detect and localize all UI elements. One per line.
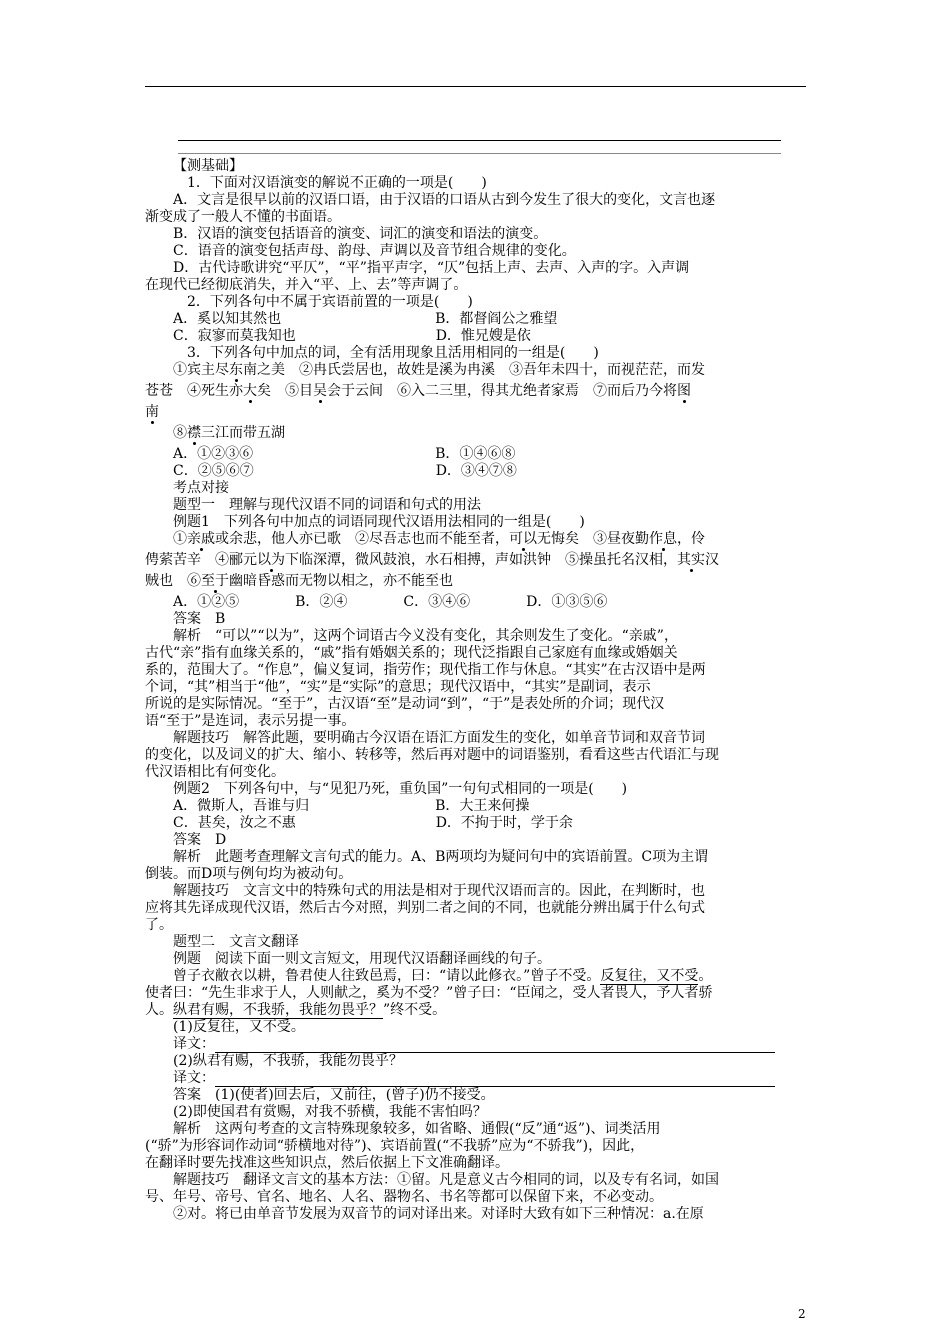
text-line: [173, 243, 576, 260]
text-segment: 代汉语相比有何变化。: [145, 764, 285, 780]
text-line: [173, 1087, 495, 1104]
text-segment: 汉: [705, 552, 719, 568]
text-line: [145, 679, 651, 696]
emphasized-word: 以为: [257, 552, 285, 568]
text-segment: ”终不受。: [383, 1002, 447, 1018]
text-line: [173, 883, 705, 900]
text-segment: 3．下列各句中加点的词，全有活用现象且活用相同的一组是( ): [187, 345, 599, 361]
text-line: [173, 815, 573, 832]
text-line: [145, 552, 719, 569]
text-line: [173, 497, 481, 514]
text-line: [145, 404, 159, 421]
text-line: [173, 1070, 775, 1087]
text-line: [173, 463, 517, 480]
text-line: [173, 311, 557, 328]
emphasized-word: 作息: [649, 531, 677, 547]
text-line: [173, 226, 547, 243]
text-segment: 答案 B: [173, 611, 226, 627]
text-line: [187, 175, 487, 192]
text-segment: 例题1 下列各句中加点的词语同现代汉语用法相同的一组是( ): [173, 514, 585, 530]
underlined-sentence: 反复往，又不受: [600, 968, 699, 984]
text-line: [145, 696, 664, 713]
text-segment: B．汉语的演变包括语音的演变、词汇的演变和语法的演变。: [173, 226, 548, 242]
text-line: [173, 192, 715, 209]
text-line: [145, 645, 678, 662]
text-segment: 南之美 ②冉氏尝居也，故姓是溪为冉溪 ③吾年未四十，而视茫茫，而发: [243, 362, 705, 378]
text-line: [173, 1172, 719, 1189]
text-line: [173, 1053, 403, 1070]
text-segment: 了。: [145, 917, 173, 933]
text-segment: C．②⑤⑥⑦ D．③④⑦⑧: [173, 463, 517, 479]
text-segment: 幽暗昏惑而无物以相之，亦不能至也: [229, 573, 453, 589]
text-segment: 语“至于”是连词，表示另提一事。: [145, 713, 356, 729]
text-line: [173, 628, 678, 645]
text-segment: 题型一 理解与现代汉语不同的词语和句式的用法: [173, 497, 481, 513]
text-segment: (2)纵君有赐，不我骄，我能勿畏乎？: [173, 1053, 403, 1069]
text-segment: 三江而带五湖: [201, 425, 285, 441]
text-segment: ①宾主尽: [173, 362, 229, 378]
text-line: [145, 383, 691, 400]
text-segment: 解题技巧 文言文中的特殊句式的用法是相对于现代汉语而言的。因此，在判断时，也: [173, 883, 705, 899]
text-line: [145, 1155, 509, 1172]
text-segment: C．寂寥而莫我知也 D．惟兄嫂是依: [173, 328, 531, 344]
text-line: [145, 662, 706, 679]
text-line: [173, 362, 705, 379]
text-line: [145, 209, 341, 226]
text-line: [145, 764, 285, 781]
text-line: [173, 1036, 775, 1053]
text-segment: 应将其先译成现代汉语，然后古今对照，判别二者之间的不同，也就能分辨出属于什么句式: [145, 900, 705, 916]
text-segment: 个词，“其”相当于“他”，“实”是“实际”的意思；现代汉语中，“其实”是副词，表示: [145, 679, 651, 695]
text-line: [145, 747, 719, 764]
text-segment: ，伶: [677, 531, 705, 547]
text-segment: 会于云间 ⑥入二三里，得其尤绝者家焉 ⑦而后乃今将: [327, 383, 677, 399]
text-line: [173, 968, 712, 985]
text-segment: C．甚矣，汝之不惠 D．不拘于时，学于余: [173, 815, 573, 831]
text-segment: 使者曰：“先生非求于人，人则献之，奚为不受？”曾子曰：“臣闻之，受人者畏人，予人者骄: [145, 985, 713, 1001]
text-line: [187, 294, 473, 311]
text-line: [173, 1206, 704, 1223]
text-segment: ⑧: [173, 425, 187, 441]
answer-blank-line: [215, 1072, 775, 1087]
text-segment: 解题技巧 翻译文言文的基本方法：①留。凡是意义古今相同的词，以及专有名词，如国: [173, 1172, 719, 1188]
text-line: [173, 425, 285, 442]
text-segment: 倒装。而D项与例句均为被动句。: [145, 866, 353, 882]
text-segment: 。: [698, 968, 713, 984]
text-segment: 答案 (1)(使者)回去后，又前往，(曾子)仍不接受。: [173, 1087, 495, 1103]
emphasized-word: 东: [229, 362, 243, 378]
text-line: [173, 781, 627, 798]
text-line: [145, 1138, 644, 1155]
emphasized-word: 襟: [187, 425, 201, 441]
text-line: [145, 985, 712, 1002]
text-line: [173, 328, 531, 345]
text-segment: 古代“亲”指有血缘关系的，“戚”指有婚姻关系的；现代泛指跟自己家庭有血缘或婚姻关: [145, 645, 678, 661]
text-segment: 人。: [145, 1002, 173, 1018]
text-line: [173, 832, 226, 849]
text-segment: (2)即使国君有赏赐，对我不骄横，我能不害怕吗？: [173, 1104, 487, 1120]
text-line: [145, 917, 173, 934]
text-segment: A．文言是很早以前的汉语口语，由于汉语的口语从古到今发生了很大的变化，文言也逐: [173, 192, 716, 208]
text-line: [173, 730, 705, 747]
text-line: [173, 531, 705, 548]
text-line: [173, 611, 225, 628]
text-segment: 号、年号、帝号、官名、地名、人名、器物名、书名等都可以保留下来，不必变动。: [145, 1189, 663, 1205]
text-segment: A．奚以知其然也 B．都督阎公之雅望: [173, 311, 558, 327]
text-line: [145, 900, 705, 917]
page-number: 2: [798, 1307, 806, 1321]
text-segment: 在现代已经彻底消失，并入“平、上、去”等声调了。: [145, 277, 468, 293]
top-blank-rule-1: [178, 140, 781, 141]
emphasized-word: 亲戚: [187, 531, 215, 547]
text-line: [173, 1121, 661, 1138]
text-segment: A．①②⑤ B．②④ C．③④⑥ D．①③⑤⑥: [173, 594, 608, 610]
text-line: [145, 1189, 663, 1206]
text-segment: 或余悲，他人亦已歌 ②尽吾志也而不能至者，: [215, 531, 509, 547]
underlined-sentence: 纵君有赐，不我骄，我能勿畏乎？: [173, 1002, 383, 1018]
text-line: [173, 849, 708, 866]
text-segment: (1)反复往，又不受。: [173, 1019, 305, 1035]
text-segment: 考点对接: [173, 480, 229, 496]
text-segment: 系的，范围大了。“作息”，偏义复词，指劳作；现代指工作与休息。“其实”在古汉语中是两: [145, 662, 706, 678]
text-segment: 所说的是实际情况。“至于”，古汉语“至”是动词“到”，“于”是表处所的介词；现代汉: [145, 696, 665, 712]
text-segment: ②对。将已由单音节发展为双音节的词对译出来。对译时大致有如下三种情况：a.在原: [173, 1206, 704, 1222]
text-line: [173, 514, 585, 531]
text-line: [145, 277, 467, 294]
text-segment: 译文：: [173, 1070, 215, 1086]
text-segment: C．语音的演变包括声母、韵母、声调以及音节组合规律的变化。: [173, 243, 576, 259]
text-line: [145, 573, 453, 590]
text-segment: 曾子衣敝衣以耕，鲁君使人往致邑焉，曰：“请以此修衣。”曾子不受。: [173, 968, 601, 984]
text-segment: 的变化，以及词义的扩大、缩小、转移等，然后再对题中的词语鉴别，看看这些古代语汇与现: [145, 747, 719, 763]
text-segment: 例题2 下列各句中，与“见犯乃死，重负国”一句句式相同的一项是( ): [173, 781, 628, 797]
text-segment: 例题 阅读下面一则文言短文，用现代汉语翻译画线的句子。: [173, 951, 551, 967]
text-segment: 题型二 文言文翻译: [173, 934, 299, 950]
text-segment: 答案 D: [173, 832, 227, 848]
text-segment: 渐变成了一般人不懂的书面语。: [145, 209, 341, 225]
text-segment: A．微斯人，吾谁与归 B．大王来何操: [173, 798, 530, 814]
emphasized-word: 至于: [201, 573, 229, 589]
answer-blank-line: [215, 1038, 775, 1053]
text-line: [173, 594, 607, 611]
text-segment: 苍苍 ④死生亦: [145, 383, 243, 399]
text-segment: 贼也 ⑥: [145, 573, 201, 589]
text-line: [145, 1002, 446, 1019]
text-segment: 矣 ⑤目: [257, 383, 313, 399]
text-segment: ①: [173, 531, 187, 547]
text-line: [173, 798, 529, 815]
emphasized-word: 可以: [509, 531, 537, 547]
text-segment: (“骄”为形容词作动词“骄横地对待”)、宾语前置(“不我骄”应为“不骄我”)，因此，: [145, 1138, 645, 1154]
emphasized-word: 图: [677, 383, 691, 399]
text-segment: 1．下面对汉语演变的解说不正确的一项是( ): [187, 175, 487, 191]
text-line: [145, 866, 352, 883]
text-segment: 俜萦苦辛 ④郦元: [145, 552, 257, 568]
text-segment: 解析 “可以”“以为”，这两个词语古今义没有变化，其余则发生了变化。“亲戚”，: [173, 628, 678, 644]
text-line: [187, 345, 599, 362]
top-blank-rule-2: [178, 153, 781, 154]
header-rule: [145, 86, 806, 87]
text-line: [173, 260, 689, 277]
text-line: [173, 158, 243, 175]
text-segment: 无悔矣 ③昼夜勤: [537, 531, 649, 547]
text-line: [173, 1019, 305, 1036]
text-line: [173, 1104, 487, 1121]
emphasized-word: 吴: [313, 383, 327, 399]
text-segment: 解题技巧 解答此题，要明确古今汉语在语汇方面发生的变化，如单音节词和双音节词: [173, 730, 705, 746]
text-segment: 译文：: [173, 1036, 215, 1052]
text-line: [145, 713, 355, 730]
text-segment: 下临深潭，微风鼓浪，水石相搏，声如洪钟 ⑤操虽托名汉相，: [285, 552, 677, 568]
text-line: [173, 446, 515, 463]
text-segment: D．古代诗歌讲究“平仄”，“平”指平声字，“仄”包括上声、去声、入声的字。入声调: [173, 260, 690, 276]
text-line: [173, 480, 229, 497]
text-segment: A．①②③⑥ B．①④⑥⑧: [173, 446, 516, 462]
emphasized-word: 大: [243, 383, 257, 399]
emphasized-word: 其实: [677, 552, 705, 568]
text-segment: 在翻译时要先找准这些知识点，然后依据上下文准确翻译。: [145, 1155, 509, 1171]
text-line: [173, 934, 299, 951]
text-segment: 解析 此题考查理解文言句式的能力。A、B两项均为疑问句中的宾语前置。C项为主谓: [173, 849, 709, 865]
text-segment: 解析 这两句考查的文言特殊现象较多，如省略、通假(“反”通“返”)、词类活用: [173, 1121, 661, 1137]
emphasized-word: 南: [145, 404, 159, 420]
text-segment: 【测基础】: [173, 158, 243, 174]
text-line: [173, 951, 551, 968]
text-segment: 2．下列各句中不属于宾语前置的一项是( ): [187, 294, 473, 310]
